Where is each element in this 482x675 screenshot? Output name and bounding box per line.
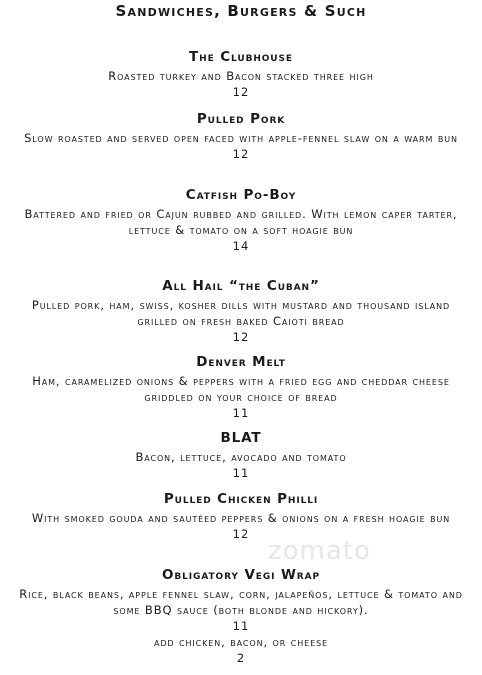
item-description: Pulled pork, ham, swiss, kosher dills with mustard and thousand island grilled on fresh baked Caioti bread [31, 298, 451, 328]
item-price: 12 [232, 147, 250, 161]
item-name: Catfish Po-Boy [185, 187, 297, 203]
menu-item-cuban [0, 278, 482, 345]
item-description: Roasted turkey and Bacon stacked three high [108, 69, 374, 83]
item-description: Rice, black beans, apple fennel slaw, corn, jalapeños, lettuce & tomato and some BBQ sauce (both blonde and hickory). [19, 587, 463, 617]
item-price: 14 [232, 239, 250, 253]
addon-text: add chicken, bacon, or cheese [153, 635, 329, 649]
item-price: 12 [232, 330, 250, 344]
section-title: Sandwiches, Burgers & Such [115, 2, 367, 20]
item-name: The Clubhouse [189, 49, 293, 65]
item-price: 11 [232, 619, 250, 633]
addon-price: 2 [236, 651, 246, 665]
item-name: Obligatory Vegi Wrap [162, 567, 320, 583]
menu-item-vegi-wrap [0, 567, 482, 666]
item-description: Battered and fried or Cajun rubbed and grilled. With lemon caper tarter, lettuce & tomato on a soft hoagie bun [24, 207, 458, 237]
menu-item-catfish-po-boy [0, 187, 482, 254]
item-price: 12 [232, 85, 250, 99]
item-name: Denver Melt [196, 354, 286, 370]
item-description: Ham, caramelized onions & peppers with a fried egg and cheddar cheese griddled on your choice of bread [32, 374, 450, 404]
zomato-watermark: zomato [268, 536, 371, 566]
item-price: 11 [232, 466, 250, 480]
menu-item-pulled-pork [0, 111, 482, 162]
item-name: Pulled Pork [196, 111, 286, 127]
item-description: With smoked gouda and sautéed peppers & onions on a fresh hoagie bun [31, 511, 451, 525]
item-price: 12 [232, 527, 250, 541]
item-price: 11 [232, 406, 250, 420]
item-description: Bacon, lettuce, avocado and tomato [135, 450, 347, 464]
menu-item-blat [0, 430, 482, 481]
menu-item-denver-melt [0, 354, 482, 421]
menu-item-chicken-philli [0, 491, 482, 542]
item-name: All Hail “the Cuban” [162, 278, 320, 294]
item-name: Pulled Chicken Philli [163, 491, 319, 507]
menu-item-clubhouse [0, 49, 482, 100]
item-description: Slow roasted and served open faced with apple-fennel slaw on a warm bun [24, 131, 458, 145]
item-name: BLAT [220, 430, 262, 446]
